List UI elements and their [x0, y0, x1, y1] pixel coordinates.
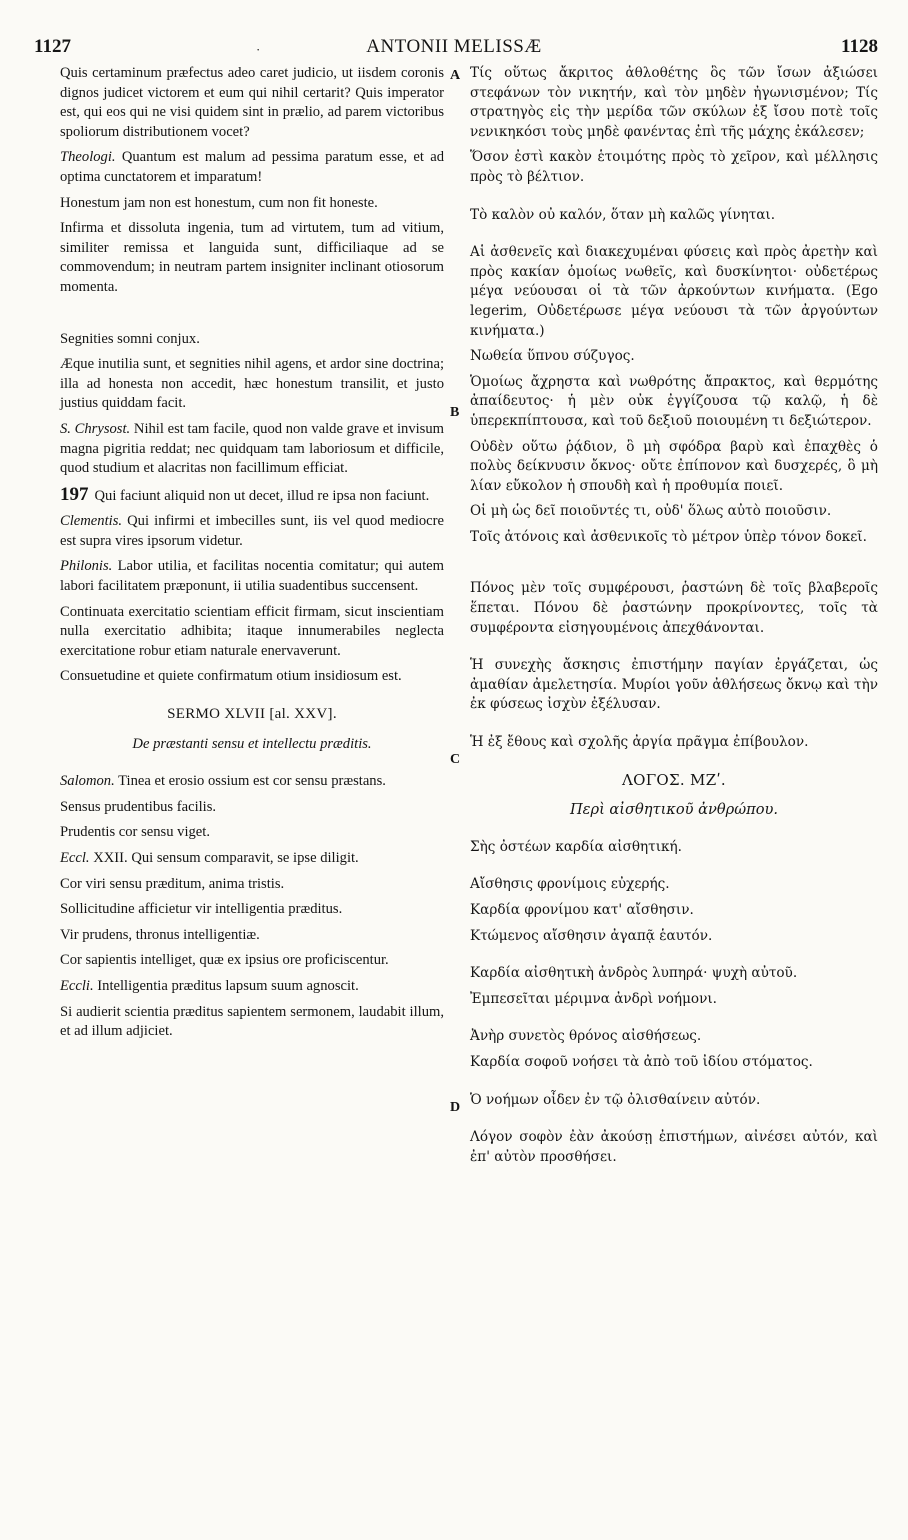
latin-paragraph: Continuata exercitatio scientiam efficit firmam, sicut inscientiam nulla exercitatio adhibita; itaque innumerabiles neglecta exercitatione robur etiam naturale enervaverunt.: [60, 603, 444, 659]
author-label: Theologi.: [60, 149, 116, 166]
latin-sentence: Cor sapientis intelliget, quæ ex ipsius ore proficiscentur.: [60, 952, 389, 969]
margin-letter-b: B: [450, 405, 460, 420]
left-page-number: 1127: [34, 36, 71, 57]
column-number: 197: [60, 483, 89, 505]
latin-sentence: Sollicitudine afficietur vir intelligentia præditus.: [60, 901, 343, 918]
latin-paragraph: Honestum jam non est honestum, cum non fit honeste.: [60, 194, 378, 211]
author-label: Philonis.: [60, 558, 113, 575]
greek-sentence: Καρδία φρονίμου κατ' αἴσθησιν.: [470, 902, 694, 918]
latin-sentence: Vir prudens, thronus intelligentiæ.: [60, 926, 260, 943]
sermon-heading: SERMO XLVII [al. XXV].: [167, 706, 337, 723]
greek-paragraph: Οὐδὲν οὕτω ῥᾴδιον, ὃ μὴ σφόδρα βαρὺ καὶ ἐπαχθὲς ὁ πολὺς δείκνυσιν ὄκνος· οὔτε ἐπίπονον καὶ δυσχερές, ὃ μὴ λίαν εὔκολον ἡ σπουδὴ καὶ ἡ προθυμία ποιεῖ.: [470, 438, 878, 494]
author-label: Eccli.: [60, 977, 94, 994]
greek-sentence: Λόγον σοφὸν ἐὰν ἀκούσῃ ἐπιστήμων, αἰνέσει αὐτόν, καὶ ἐπ' αὐτὸν προσθήσει.: [470, 1129, 878, 1165]
author-label: S. Chrysost.: [60, 420, 131, 437]
latin-paragraph: Consuetudine et quiete confirmatum otium insidiosum est.: [60, 668, 402, 685]
latin-paragraph: Clementis. Qui infirmi et imbecilles sunt, iis vel quod mediocre est supra vires ipsorum videtur.: [60, 513, 444, 549]
greek-sentence: Ἐμπεσεῖται μέριμνα ἀνδρὶ νοήμονι.: [470, 990, 718, 1007]
latin-paragraph: 197 Qui faciunt aliquid non ut decet, illud re ipsa non faciunt.: [60, 483, 430, 505]
greek-paragraph: Τοῖς ἀτόνοις καὶ ἀσθενικοῖς τὸ μέτρον ὑπὲρ τόνον δοκεῖ.: [470, 528, 867, 545]
latin-sentence: Si audierit scientia præditus sapientem sermonem, laudabit illum, et ad illum adjiciet.: [60, 1003, 444, 1040]
greek-paragraph: Τίς οὕτως ἄκριτος ἀθλοθέτης ὃς τῶν ἴσων ἀξιώσει στεφάνων τὸν νικητήν, καὶ τὸν μηδὲν ἠγωνισμένον; Τίς στρατηγὸς εἰς τὴν μερίδα τῶν σκύλων ἐξ ἴσου ποτὲ τοῖς νενικηκόσι τοὺς μηδὲ φανέντας ἐπὶ τῆς μάχης ἐκάλεσεν;: [470, 65, 878, 140]
latin-paragraph: Æque inutilia sunt, et segnities nihil agens, et ardor sine doctrina; illa ad honesta non accedit, hæc honestum transilit, et justo justius quiddam facit.: [60, 356, 444, 412]
margin-letter-a: A: [450, 68, 461, 83]
greek-sentence: Σὴς ὀστέων καρδία αἰσθητική.: [470, 838, 682, 855]
greek-sentence: Αἴσθησις φρονίμοις εὐχερής.: [470, 876, 670, 893]
header-dot: ·: [256, 42, 261, 57]
latin-sentence: Salomon. Tinea et erosio ossium est cor sensu præstans.: [60, 773, 386, 790]
latin-sentence: Eccl. XXII. Qui sensum comparavit, se ipse diligit.: [60, 850, 359, 866]
greek-sentence: Καρδία σοφοῦ νοήσει τὰ ἀπὸ τοῦ ἰδίου στόματος.: [470, 1053, 813, 1070]
greek-paragraph: Νωθεία ὕπνου σύζυγος.: [470, 348, 635, 365]
latin-sentence: Eccli. Intelligentia præditus lapsum suum agnoscit.: [60, 977, 359, 994]
latin-column: [60, 64, 444, 1048]
greek-sentence: Ὁ νοήμων οἶδεν ἐν τῷ ὀλισθαίνειν αὐτόν.: [470, 1091, 761, 1108]
greek-paragraph: Ὅσον ἐστὶ κακὸν ἑτοιμότης πρὸς τὸ χεῖρον, καὶ μέλλησις πρὸς τὸ βέλτιον.: [470, 149, 878, 185]
author-label: Eccl.: [60, 850, 90, 866]
running-title: ANTONII MELISSÆ: [366, 36, 542, 57]
greek-paragraph: Τὸ καλὸν οὐ καλόν, ὅταν μὴ καλῶς γίνηται.: [470, 206, 776, 223]
author-label: Clementis.: [60, 513, 123, 530]
latin-paragraph: Philonis. Labor utilia, et facilitas nocentia comitatur; qui autem labori facilitatem præponunt, ii utilia suadentibus succensent.: [60, 558, 444, 595]
latin-paragraph: Infirma et dissoluta ingenia, tum ad virtutem, tum ad vitium, similiter remissa et languida sunt, difficiliaque ad se commovendum; in neutram partem insigniter inclinant otiosorum momenta.: [60, 220, 444, 295]
latin-sentence: Cor viri sensu præditum, anima tristis.: [60, 875, 285, 892]
greek-sentence: Ἀνὴρ συνετὸς θρόνος αἰσθήσεως.: [470, 1028, 702, 1045]
latin-paragraph: Quis certaminum præfectus adeo caret judicio, ut iisdem coronis dignos judicet victorem et eum qui nihil certarit? Quis imperator est, qui eos qui ne visi quidem sint in prælio, ad parem victoribus spoliorum distributionem vocet?: [60, 65, 444, 140]
greek-paragraph: Πόνος μὲν τοῖς συμφέρουσι, ῥαστώνη δὲ τοῖς βλαβεροῖς ἕπεται. Πόνου δὲ ῥαστώνην προκρίνοντες, τοῖς τὰ συμφέροντα εἰσηγουμένοις ἀπεχθάνονται.: [470, 580, 878, 636]
sermon-subheading: De præstanti sensu et intellectu præditis.: [132, 735, 372, 752]
margin-letter-d: D: [450, 1100, 461, 1115]
author-label: Salomon.: [60, 773, 115, 790]
latin-sentence: Sensus prudentibus facilis.: [60, 798, 217, 815]
latin-paragraph: Theologi. Quantum est malum ad pessima paratum esse, et ad optima cunctatorem et imparatum!: [60, 149, 444, 185]
greek-paragraph: Ἡ ἐξ ἔθους καὶ σχολῆς ἀργία πρᾶγμα ἐπίβουλον.: [470, 734, 809, 751]
logos-heading: ΛΟΓΟΣ. ΜΖʹ.: [621, 770, 726, 789]
greek-sentence: Καρδία αἰσθητικὴ ἀνδρὸς λυπηρά· ψυχὴ αὐτοῦ.: [470, 965, 798, 982]
greek-column: [470, 64, 878, 1173]
latin-paragraph: Segnities somni conjux.: [60, 330, 200, 347]
greek-paragraph: Οἱ μὴ ὡς δεῖ ποιοῦντές τι, οὐδ' ὅλως αὐτὸ ποιοῦσιν.: [470, 503, 832, 520]
greek-paragraph: Ἡ συνεχὴς ἄσκησις ἐπιστήμην παγίαν ἐργάζεται, ὡς ἀμαθίαν ἀμελετησία. Μυρίοι γοῦν ἀθλήσεως ὄκνῳ καὶ τὴν ἐκ φύσεως ἰσχὺν ἐξέλυσαν.: [470, 657, 878, 713]
margin-letter-c: C: [450, 752, 461, 767]
right-page-number: 1128: [841, 36, 878, 57]
greek-paragraph: Αἱ ἀσθενεῖς καὶ διακεχυμέναι φύσεις καὶ πρὸς ἀρετὴν καὶ πρὸς κακίαν ὁμοίως νωθεῖς, καὶ δυσκίνητοι· οὐδετέρως μέγα νεύουσαι οἱ τὰ τῶν ἀρκούντων κινήματα. (Ego legerim, Οὐδετέρωσε μέγα νεύουσι τὰ τῶν ἀργούντων κινήματα.): [470, 244, 878, 339]
latin-paragraph: S. Chrysost. Nihil est tam facile, quod non valde grave et invisum magna pigritia reddat; nec quidquam tam laboriosum et difficile, quod studium et alacritas non facillimum efficiat.: [60, 420, 445, 477]
latin-sentence: Prudentis cor sensu viget.: [60, 824, 210, 841]
logos-subheading: Περὶ αἰσθητικοῦ ἀνθρώπου.: [569, 801, 779, 819]
running-header: [0, 36, 908, 62]
greek-sentence: Κτώμενος αἴσθησιν ἀγαπᾷ ἑαυτόν.: [470, 927, 713, 944]
greek-paragraph: Ὁμοίως ἄχρηστα καὶ νωθρότης ἄπρακτος, καὶ θερμότης ἀπαίδευτος· ἡ μὲν οὐκ ἐγγίζουσα τῷ καλῷ, ἡ δὲ ὑπερεκπίπτουσα, καὶ τοῦ δεξιοῦ ποιουμένη τι δεξιώτερον.: [470, 373, 878, 429]
